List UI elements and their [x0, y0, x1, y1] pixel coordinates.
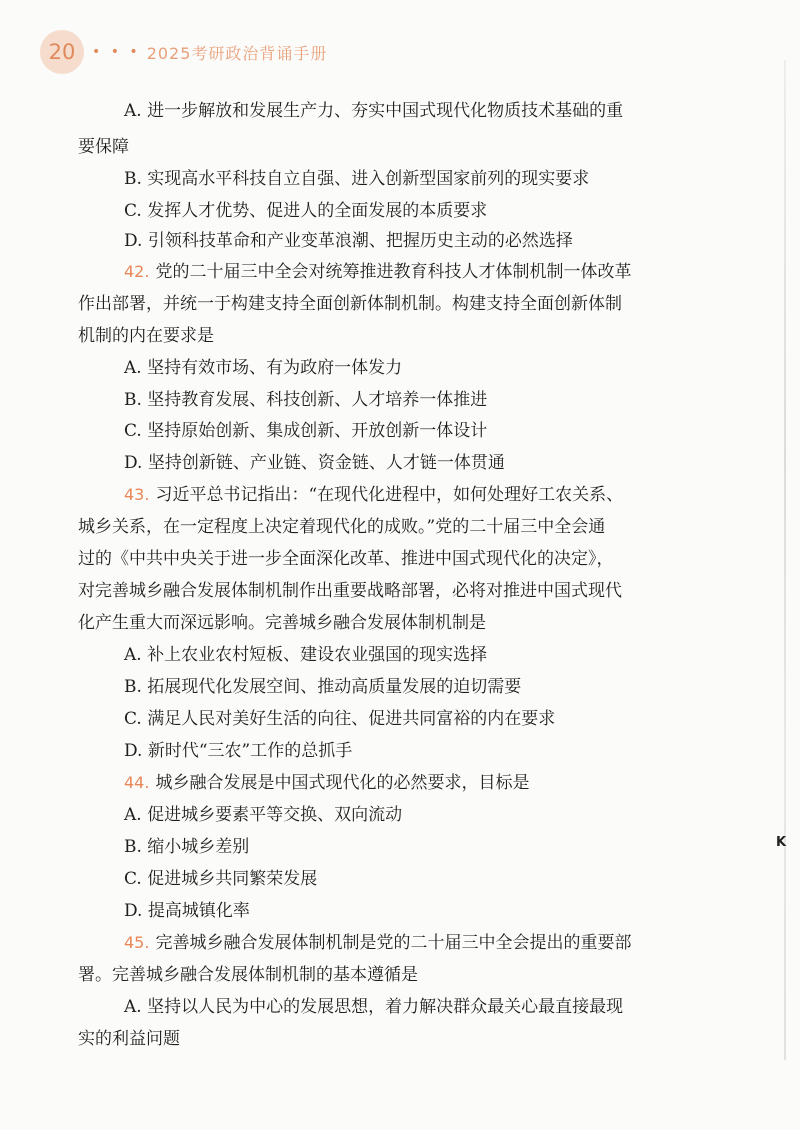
line-text: C. 发挥人才优势、促进人的全面发展的本质要求	[124, 201, 488, 221]
line-text: C. 满足人民对美好生活的向往、促进共同富裕的内在要求	[124, 709, 556, 729]
question-number: 44.	[124, 773, 150, 792]
line-text: 城乡关系，在一定程度上决定着现代化的成败。”党的二十届三中全会通	[78, 517, 606, 537]
line-text: 完善城乡融合发展体制机制是党的二十届三中全会提出的重要部	[155, 933, 632, 953]
line-text: B. 实现高水平科技自立自强、进入创新型国家前列的现实要求	[124, 169, 590, 189]
text-line	[124, 420, 487, 442]
scan-edge	[784, 60, 786, 1060]
text-line	[124, 868, 317, 890]
text-line	[124, 389, 487, 411]
question-number: 43.	[124, 485, 150, 504]
line-text: C. 促进城乡共同繁荣发展	[124, 869, 318, 889]
header-dots: • • •	[92, 44, 141, 60]
text-line	[78, 548, 614, 570]
text-line	[124, 804, 402, 826]
text-line	[124, 230, 573, 252]
text-line	[124, 708, 555, 730]
line-text: 署。完善城乡融合发展体制机制的基本遵循是	[78, 965, 418, 985]
book-title: 2025考研政治背诵手册	[146, 43, 328, 63]
text-line	[78, 580, 622, 602]
line-text: A. 坚持以人民为中心的发展思想，着力解决群众最关心最直接最现	[124, 997, 624, 1017]
text-line	[124, 740, 352, 762]
line-text: C. 坚持原始创新、集成创新、开放创新一体设计	[124, 421, 488, 441]
text-line	[124, 168, 589, 190]
line-text: 实的利益问题	[78, 1029, 180, 1049]
text-line	[78, 136, 129, 158]
line-text: 要保障	[78, 137, 129, 157]
line-text: 对完善城乡融合发展体制机制作出重要战略部署，必将对推进中国式现代	[78, 581, 622, 601]
text-line	[124, 100, 623, 122]
line-text: A. 坚持有效市场、有为政府一体发力	[124, 358, 403, 378]
text-line	[78, 612, 486, 634]
page-header	[40, 30, 327, 74]
question-stem-line	[124, 772, 529, 794]
text-line	[124, 996, 623, 1018]
line-text: 机制的内在要求是	[78, 326, 214, 346]
text-line	[124, 644, 487, 666]
question-number: 45.	[124, 933, 150, 952]
text-line	[124, 900, 250, 922]
text-line	[124, 836, 249, 858]
text-line	[78, 293, 622, 315]
text-line	[78, 1028, 180, 1050]
line-text: B. 拓展现代化发展空间、推动高质量发展的迫切需要	[124, 677, 522, 697]
text-line	[124, 452, 505, 474]
line-text: D. 提高城镇化率	[124, 901, 250, 921]
text-line	[124, 200, 487, 222]
page-number: 20	[40, 30, 84, 74]
text-line	[78, 325, 214, 347]
text-line	[124, 676, 521, 698]
line-text: 城乡融合发展是中国式现代化的必然要求，目标是	[155, 773, 530, 793]
line-text: D. 引领科技革命和产业变革浪潮、把握历史主动的必然选择	[124, 231, 573, 251]
text-line	[124, 357, 402, 379]
line-text: 化产生重大而深远影响。完善城乡融合发展体制机制是	[78, 613, 486, 633]
line-text: D. 坚持创新链、产业链、资金链、人才链一体贯通	[124, 453, 505, 473]
line-text: 党的二十届三中全会对统筹推进教育科技人才体制机制一体改革	[155, 262, 632, 282]
line-text: B. 缩小城乡差别	[124, 837, 250, 857]
line-text: 习近平总书记指出：“在现代化进程中，如何处理好工农关系、	[155, 485, 624, 505]
text-line	[78, 516, 605, 538]
margin-mark: K	[776, 835, 787, 850]
question-stem-line	[124, 484, 623, 506]
line-text: A. 补上农业农村短板、建设农业强国的现实选择	[124, 645, 488, 665]
line-text: A. 促进城乡要素平等交换、双向流动	[124, 805, 403, 825]
line-text: A. 进一步解放和发展生产力、夯实中国式现代化物质技术基础的重	[124, 101, 624, 121]
line-text: B. 坚持教育发展、科技创新、人才培养一体推进	[124, 390, 488, 410]
line-text: 作出部署，并统一于构建支持全面创新体制机制。构建支持全面创新体制	[78, 294, 622, 314]
question-stem-line	[124, 261, 631, 283]
question-stem-line	[124, 932, 631, 954]
text-line	[78, 964, 418, 986]
line-text: D. 新时代“三农”工作的总抓手	[124, 741, 353, 761]
line-text: 过的《中共中央关于进一步全面深化改革、推进中国式现代化的决定》，	[78, 549, 614, 569]
question-number: 42.	[124, 262, 150, 281]
